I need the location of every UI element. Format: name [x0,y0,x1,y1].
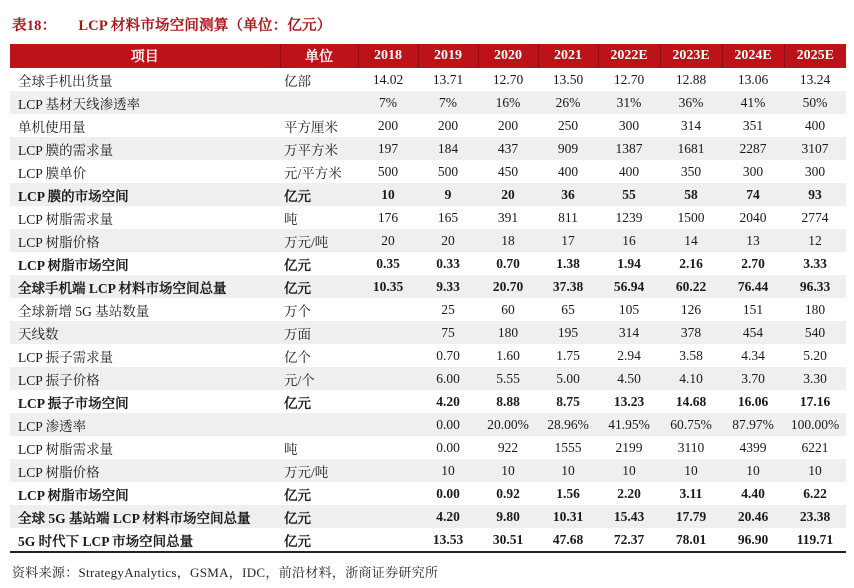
row-unit: 万个 [284,303,311,319]
row-value: 176 [377,209,399,225]
table-row [10,436,846,459]
table-row [10,528,846,552]
row-value: 3.11 [679,485,703,501]
row-value: 3.33 [803,255,827,271]
row-value [358,436,418,459]
col-header-unit: 单位 [280,44,358,68]
row-value: 75 [441,324,455,340]
table-row [10,114,846,137]
row-value: 20.46 [737,508,769,524]
row-value: 250 [557,117,579,133]
table-row [10,505,846,528]
row-value: 200 [497,117,519,133]
row-value: 10 [746,462,760,478]
row-label: 天线数 [18,326,59,342]
row-value: 1.75 [556,347,580,363]
row-value: 2.20 [617,485,641,501]
row-value: 96.90 [722,528,784,552]
row-label: LCP 膜单价 [18,165,87,181]
row-value: 14 [684,232,698,248]
row-value: 6221 [801,439,829,455]
row-value: 1.38 [556,255,580,271]
row-unit: 万面 [284,326,311,342]
row-value [358,482,418,505]
row-label: LCP 树脂需求量 [18,211,114,227]
row-label: LCP 振子市场空间 [18,395,129,411]
row-label: LCP 振子价格 [18,372,100,388]
row-value: 314 [618,324,640,340]
row-value: 811 [558,209,578,225]
row-value: 47.68 [538,528,598,552]
row-value: 454 [742,324,764,340]
row-value: 1239 [615,209,643,225]
row-value: 60.22 [675,278,707,294]
row-value: 6.00 [436,370,460,386]
row-value: 180 [497,324,519,340]
row-value: 55 [622,186,636,202]
row-value: 0.70 [436,347,460,363]
row-value: 7% [439,94,457,110]
row-value: 12 [808,232,822,248]
row-value: 25 [441,301,455,317]
row-value: 13.53 [418,528,478,552]
row-label: 单机使用量 [18,119,86,135]
row-unit: 亿元 [284,395,311,411]
row-value: 41% [740,94,766,110]
row-value: 50% [802,94,828,110]
row-value: 4.20 [436,393,460,409]
table-row [10,68,846,91]
row-value: 26% [555,94,581,110]
row-value: 13.06 [737,71,769,87]
row-value: 350 [680,163,702,179]
row-value: 13.24 [799,71,831,87]
row-value: 60 [501,301,515,317]
row-value: 20.70 [492,278,524,294]
row-value: 165 [437,209,459,225]
col-header-item: 项目 [10,44,280,68]
row-value: 2774 [801,209,829,225]
row-value: 4.10 [679,370,703,386]
row-value: 16.06 [737,393,769,409]
row-value [358,344,418,367]
row-value: 2.16 [679,255,703,271]
row-value [358,505,418,528]
row-value: 300 [618,117,640,133]
table-title [12,14,844,35]
row-label: 全球手机端 LCP 材料市场空间总量 [18,280,227,296]
row-value: 15.43 [613,508,645,524]
row-value: 4399 [739,439,767,455]
row-value: 10 [561,462,575,478]
row-value [358,413,418,436]
row-value: 0.35 [376,255,400,271]
row-value: 437 [497,140,519,156]
row-value: 41.95% [608,416,650,432]
row-value: 58 [684,186,698,202]
table-caption: LCP 材料市场空间测算（单位：亿元） [78,18,332,34]
row-value: 10 [622,462,636,478]
row-value: 5.00 [556,370,580,386]
row-value [358,459,418,482]
row-value: 72.37 [598,528,660,552]
row-value: 36 [561,186,575,202]
row-value: 18 [501,232,515,248]
row-value: 17.79 [675,508,707,524]
row-value: 12.88 [675,71,707,87]
row-label: LCP 膜的需求量 [18,142,114,158]
row-unit: 万元/吨 [284,464,329,480]
row-value [358,367,418,390]
row-value: 300 [742,163,764,179]
row-value: 7% [379,94,397,110]
row-value: 4.50 [617,370,641,386]
row-value [358,390,418,413]
row-value: 17.16 [799,393,831,409]
row-value: 0.33 [436,255,460,271]
row-value: 16% [495,94,521,110]
table-row [10,413,846,436]
row-value: 100.00% [790,416,840,432]
table-row [10,298,846,321]
row-value: 13.23 [613,393,645,409]
row-value: 180 [804,301,826,317]
row-unit: 万元/吨 [284,234,329,250]
row-value: 184 [437,140,459,156]
row-value [358,298,418,321]
row-value: 1387 [615,140,643,156]
row-value: 2040 [739,209,767,225]
row-value: 119.71 [784,528,846,552]
table-row [10,459,846,482]
row-value: 36% [678,94,704,110]
row-unit [280,91,358,114]
row-value: 0.92 [496,485,520,501]
row-value: 4.20 [436,508,460,524]
row-value: 65 [561,301,575,317]
row-unit: 亿元 [280,528,358,552]
row-label: LCP 树脂市场空间 [18,487,129,503]
table-row [10,160,846,183]
table-row [10,482,846,505]
col-header-2020: 2020 [478,44,538,68]
row-value: 378 [680,324,702,340]
row-unit: 吨 [284,211,298,227]
table-number: 表18： [12,18,57,34]
row-value: 1.60 [496,347,520,363]
row-value: 13 [746,232,760,248]
header-row [10,44,846,68]
row-value: 450 [497,163,519,179]
row-unit: 亿个 [284,349,311,365]
row-value: 3107 [801,140,829,156]
row-value: 4.34 [741,347,765,363]
row-value: 540 [804,324,826,340]
row-value: 3110 [677,439,705,455]
row-value: 60.75% [670,416,712,432]
row-value: 500 [377,163,399,179]
row-value: 1681 [677,140,705,156]
row-value [358,321,418,344]
row-value: 391 [497,209,519,225]
row-value: 6.22 [803,485,827,501]
row-value: 10 [501,462,515,478]
row-value: 28.96% [547,416,589,432]
row-value: 10.35 [372,278,404,294]
row-unit: 万平方米 [284,142,338,158]
table-row [10,390,846,413]
row-value: 30.51 [478,528,538,552]
row-label: LCP 树脂市场空间 [18,257,129,273]
row-value: 0.70 [496,255,520,271]
table-row [10,91,846,114]
row-value: 8.75 [556,393,580,409]
row-value: 0.00 [436,485,460,501]
row-value: 8.88 [496,393,520,409]
row-value: 87.97% [732,416,774,432]
table-row [10,206,846,229]
row-value: 500 [437,163,459,179]
row-label: LCP 基材天线渗透率 [18,96,141,112]
row-value: 3.30 [803,370,827,386]
row-label: 全球 5G 基站端 LCP 材料市场空间总量 [18,510,251,526]
table-row [10,344,846,367]
row-value: 93 [808,186,822,202]
row-value: 909 [557,140,579,156]
row-value: 20.00% [487,416,529,432]
row-value: 20 [381,232,395,248]
row-value: 126 [680,301,702,317]
lcp-market-table [10,44,846,553]
row-unit: 亿部 [284,73,311,89]
row-value: 10 [441,462,455,478]
row-value: 20 [441,232,455,248]
row-unit: 亿元 [284,188,311,204]
row-value: 31% [616,94,642,110]
col-header-2021: 2021 [538,44,598,68]
table-row [10,137,846,160]
row-value: 1.56 [556,485,580,501]
table-row [10,367,846,390]
row-value: 14.02 [372,71,404,87]
row-value: 1555 [554,439,582,455]
row-value: 2199 [615,439,643,455]
row-unit: 元/个 [284,372,315,388]
row-value: 1.94 [617,255,641,271]
row-value: 3.58 [679,347,703,363]
row-value: 0.00 [436,416,460,432]
row-value: 400 [618,163,640,179]
table-row [10,275,846,298]
row-value: 10 [808,462,822,478]
row-value: 200 [377,117,399,133]
row-value: 3.70 [741,370,765,386]
row-value: 400 [557,163,579,179]
row-value: 197 [377,140,399,156]
row-value: 351 [742,117,764,133]
col-header-2018: 2018 [358,44,418,68]
row-value: 17 [561,232,575,248]
row-value: 20 [501,186,515,202]
row-value: 314 [680,117,702,133]
row-value: 9.33 [436,278,460,294]
row-unit: 亿元 [284,487,311,503]
row-value: 12.70 [613,71,645,87]
row-label: 全球新增 5G 基站数量 [18,303,150,319]
table-row [10,229,846,252]
row-unit: 吨 [284,441,298,457]
row-value: 76.44 [737,278,769,294]
row-value: 13.71 [432,71,464,87]
table-row [10,321,846,344]
row-label: LCP 树脂价格 [18,464,100,480]
row-value: 9.80 [496,508,520,524]
col-header-2023e: 2023E [660,44,722,68]
row-unit: 亿元 [284,510,311,526]
col-header-2019: 2019 [418,44,478,68]
row-value: 16 [622,232,636,248]
row-label: LCP 树脂价格 [18,234,100,250]
row-label: 全球手机出货量 [18,73,113,89]
row-value: 2287 [739,140,767,156]
row-unit [280,413,358,436]
row-value: 78.01 [660,528,722,552]
table-row [10,183,846,206]
row-value: 151 [742,301,764,317]
table-row [10,252,846,275]
col-header-2025e: 2025E [784,44,846,68]
row-label: LCP 膜的市场空间 [18,188,129,204]
row-unit: 亿元 [284,257,311,273]
row-value: 5.20 [803,347,827,363]
row-label: 5G 时代下 LCP 市场空间总量 [10,528,280,552]
row-value: 9 [444,186,452,202]
row-value: 300 [804,163,826,179]
col-header-2024e: 2024E [722,44,784,68]
col-header-2022e: 2022E [598,44,660,68]
row-value: 96.33 [799,278,831,294]
row-value: 4.40 [741,485,765,501]
row-value: 10.31 [552,508,584,524]
row-value: 37.38 [552,278,584,294]
row-value: 2.70 [741,255,765,271]
row-value: 5.55 [496,370,520,386]
row-unit: 平方厘米 [284,119,338,135]
row-value: 10 [684,462,698,478]
row-value: 13.50 [552,71,584,87]
row-value: 23.38 [799,508,831,524]
row-value: 922 [497,439,519,455]
row-value: 56.94 [613,278,645,294]
row-value: 14.68 [675,393,707,409]
table-body [10,68,846,552]
row-value: 1500 [677,209,705,225]
row-value: 195 [557,324,579,340]
row-value [358,528,418,552]
row-value: 74 [746,186,760,202]
row-value: 105 [618,301,640,317]
row-unit: 元/平方米 [284,165,342,181]
row-value: 2.94 [617,347,641,363]
row-value: 400 [804,117,826,133]
row-unit: 亿元 [284,280,311,296]
row-label: LCP 树脂需求量 [18,441,114,457]
row-label: LCP 渗透率 [18,418,87,434]
row-value: 12.70 [492,71,524,87]
row-label: LCP 振子需求量 [18,349,114,365]
row-value: 0.00 [436,439,460,455]
row-value: 200 [437,117,459,133]
source-note: 资料来源：StrategyAnalytics，GSMA，IDC，前沿材料，浙商证券研究所 [12,565,439,580]
row-value: 10 [381,186,395,202]
